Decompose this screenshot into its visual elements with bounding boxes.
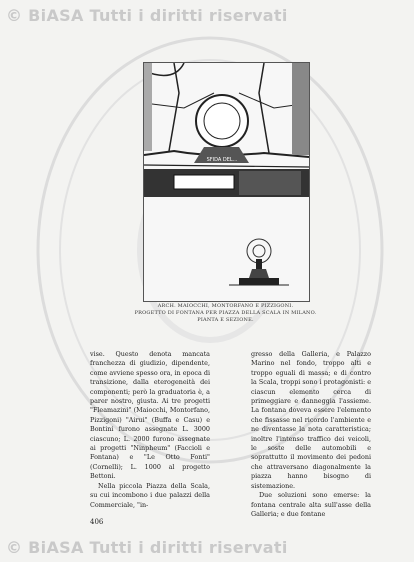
figure-caption — [118, 303, 333, 324]
plan-label: SFIDA DEL... — [206, 157, 238, 163]
paragraph: Nella piccola Piazza della Scala, su cui incombono i due palazzi della Commerciale, "in- — [90, 481, 210, 509]
text-column-left — [90, 350, 210, 510]
text-column-right — [251, 350, 371, 519]
watermark-top: © BiASA Tutti i diritti riservati — [6, 6, 288, 25]
watermark-bottom: © BiASA Tutti i diritti riservati — [6, 538, 288, 557]
fountain-plan-figure — [143, 62, 310, 302]
paragraph: Due soluzioni sono emerse: la fontana centrale alta sull'asse della Galleria; e due fontane — [251, 491, 371, 518]
paragraph: gresso della Galleria, e Palazzo Marino nel fondo, troppo alti e troppo eguali di massa; e di contro la Scala, troppi sono i protagonisti: e ciascun elemento cerca di primeggiare e danneggia l'assieme. La fontana doveva essere l'elemento che fissasse nel ricordo l'ambiente e ne diventasse la nota caratteristica; inoltre l'intenso traffico dei veicoli, le soste delle automobili e soprattutto il movimento dei pedoni che attraversano diagonalmente la piazza hanno bisogno di sistemazione. — [251, 350, 371, 490]
paragraph: vise. Questo denota mancata franchezza di giudizio, dipendente, come avviene spesso ora, in epoca di transizione, dalla eterogeneità dei componenti; però la graduatoria è, a parer nostro, giusta. Ai tre progetti "Fleamazini" (Maiocchi, Montorfano, Pizzigoni) "Airui" (Buffa e Casu) e Bontini furono assegnate L. 3000 ciascuno; L. 2000 furono assegnate ai progetti "Ninpheum" (Faccioli e Fontana) e "Le Otto Fonti" (Cornelli); L. 1000 al progetto Bettoni. — [90, 350, 210, 481]
caption-line: ARCH. MAIOCCHI, MONTORFANO E PIZZIGONI. — [157, 303, 294, 309]
page-number: 406 — [90, 518, 104, 526]
caption-line: PIANTA E SEZIONE. — [197, 317, 254, 323]
caption-line: PROGETTO DI FONTANA PER PIAZZA DELLA SCALA IN MILANO. — [134, 310, 317, 316]
plan-drawing — [144, 63, 309, 301]
